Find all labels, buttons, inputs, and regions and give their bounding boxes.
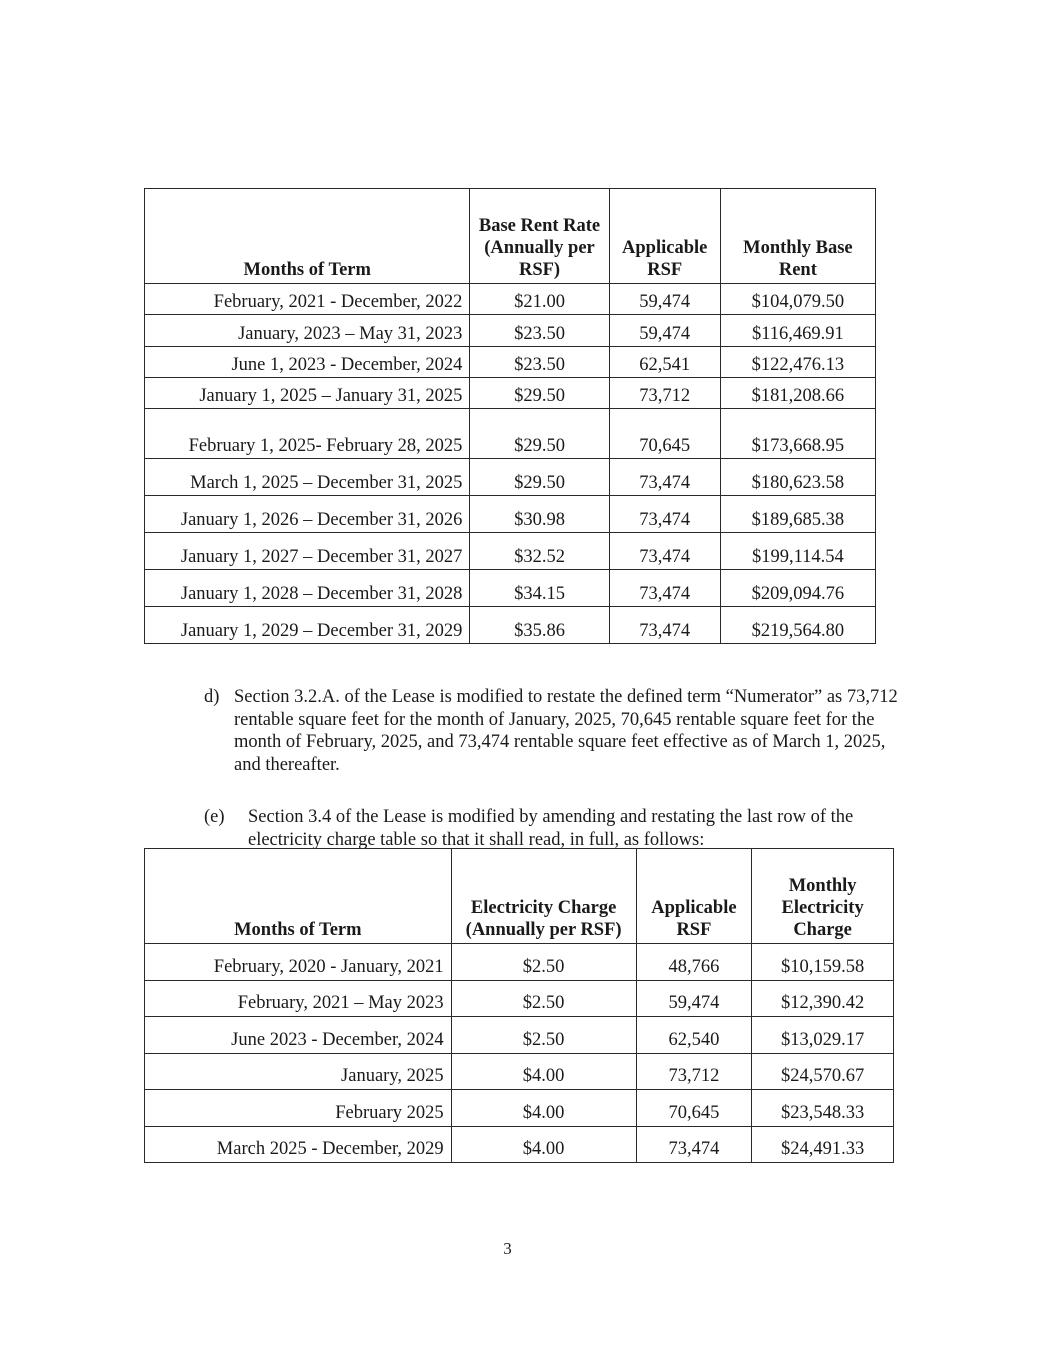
charge-cell: $2.50 [451, 944, 636, 981]
table-header-row [145, 849, 894, 944]
monthly-rent-cell: $219,564.80 [720, 607, 875, 644]
header-applicable-rsf: Applicable RSF [636, 849, 752, 944]
rate-cell: $29.50 [470, 459, 609, 496]
electricity-charge-table [144, 848, 894, 1163]
table-row [145, 377, 876, 408]
monthly-rent-cell: $209,094.76 [720, 570, 875, 607]
rsf-cell: 48,766 [636, 944, 752, 981]
monthly-charge-cell: $13,029.17 [752, 1017, 894, 1054]
table-row [145, 607, 876, 644]
term-cell: February 2025 [145, 1090, 452, 1127]
monthly-charge-cell: $10,159.58 [752, 944, 894, 981]
term-cell: March 2025 - December, 2029 [145, 1126, 452, 1163]
table-row [145, 944, 894, 981]
term-cell: February 1, 2025- February 28, 2025 [145, 409, 470, 459]
rate-cell: $23.50 [470, 346, 609, 377]
term-cell: June 2023 - December, 2024 [145, 1017, 452, 1054]
monthly-rent-cell: $173,668.95 [720, 409, 875, 459]
header-base-rent-rate: Base Rent Rate (Annually per RSF) [470, 189, 609, 284]
charge-cell: $4.00 [451, 1090, 636, 1127]
charge-cell: $2.50 [451, 980, 636, 1017]
page-number: 3 [503, 1239, 512, 1258]
term-cell: January 1, 2026 – December 31, 2026 [145, 496, 470, 533]
rsf-cell: 73,474 [609, 459, 720, 496]
rate-cell: $32.52 [470, 533, 609, 570]
table-row [145, 496, 876, 533]
rsf-cell: 73,712 [609, 377, 720, 408]
term-cell: June 1, 2023 - December, 2024 [145, 346, 470, 377]
charge-cell: $2.50 [451, 1017, 636, 1054]
paragraph-e-marker: (e) [204, 807, 225, 827]
rsf-cell: 73,474 [609, 570, 720, 607]
monthly-rent-cell: $199,114.54 [720, 533, 875, 570]
monthly-rent-cell: $180,623.58 [720, 459, 875, 496]
rate-cell: $30.98 [470, 496, 609, 533]
monthly-rent-cell: $116,469.91 [720, 315, 875, 346]
header-monthly-base-rent: Monthly Base Rent [720, 189, 875, 284]
term-cell: January 1, 2025 – January 31, 2025 [145, 377, 470, 408]
monthly-rent-cell: $181,208.66 [720, 377, 875, 408]
table-row [145, 570, 876, 607]
table-row [145, 1090, 894, 1127]
table-row [145, 980, 894, 1017]
rsf-cell: 70,645 [636, 1090, 752, 1127]
header-electricity-charge: Electricity Charge (Annually per RSF) [451, 849, 636, 944]
header-months-of-term: Months of Term [145, 189, 470, 284]
rsf-cell: 70,645 [609, 409, 720, 459]
header-applicable-rsf: Applicable RSF [609, 189, 720, 284]
table-row [145, 533, 876, 570]
header-months-of-term: Months of Term [145, 849, 452, 944]
rsf-cell: 62,541 [609, 346, 720, 377]
term-cell: January 1, 2028 – December 31, 2028 [145, 570, 470, 607]
rsf-cell: 73,474 [636, 1126, 752, 1163]
rate-cell: $29.50 [470, 377, 609, 408]
table-row [145, 1126, 894, 1163]
paragraph-e-text: Section 3.4 of the Lease is modified by amending and restating the last row of the electricity charge table so that it shall read, in full, as follows: [248, 807, 854, 850]
term-cell: January, 2025 [145, 1053, 452, 1090]
table-header-row [145, 189, 876, 284]
monthly-rent-cell: $122,476.13 [720, 346, 875, 377]
rsf-cell: 73,474 [609, 533, 720, 570]
term-cell: February, 2021 – May 2023 [145, 980, 452, 1017]
rsf-cell: 59,474 [609, 315, 720, 346]
table-row [145, 1053, 894, 1090]
table-row [145, 409, 876, 459]
rate-cell: $29.50 [470, 409, 609, 459]
rate-cell: $35.86 [470, 607, 609, 644]
monthly-charge-cell: $23,548.33 [752, 1090, 894, 1127]
charge-cell: $4.00 [451, 1126, 636, 1163]
charge-cell: $4.00 [451, 1053, 636, 1090]
rsf-cell: 59,474 [609, 284, 720, 315]
table-row [145, 459, 876, 496]
table-row [145, 315, 876, 346]
rate-cell: $34.15 [470, 570, 609, 607]
term-cell: January, 2023 – May 31, 2023 [145, 315, 470, 346]
term-cell: March 1, 2025 – December 31, 2025 [145, 459, 470, 496]
monthly-charge-cell: $12,390.42 [752, 980, 894, 1017]
monthly-rent-cell: $189,685.38 [720, 496, 875, 533]
term-cell: February, 2020 - January, 2021 [145, 944, 452, 981]
term-cell: January 1, 2027 – December 31, 2027 [145, 533, 470, 570]
monthly-rent-cell: $104,079.50 [720, 284, 875, 315]
paragraph-d-text: Section 3.2.A. of the Lease is modified to restate the defined term “Numerator” as 73,712 rentable square feet for the month of January, 2025, 70,645 rentable square feet for the month of February, 2025, and 73,474 rentable square feet effective as of March 1, 2025, and thereafter. [234, 687, 898, 775]
term-cell: February, 2021 - December, 2022 [145, 284, 470, 315]
paragraph-e [204, 806, 909, 851]
base-rent-table [144, 188, 876, 644]
rsf-cell: 59,474 [636, 980, 752, 1017]
monthly-charge-cell: $24,491.33 [752, 1126, 894, 1163]
paragraph-d [204, 686, 909, 776]
table-row [145, 1017, 894, 1054]
paragraph-d-marker: d) [204, 687, 220, 707]
rate-cell: $23.50 [470, 315, 609, 346]
rsf-cell: 73,474 [609, 496, 720, 533]
rsf-cell: 73,712 [636, 1053, 752, 1090]
rate-cell: $21.00 [470, 284, 609, 315]
term-cell: January 1, 2029 – December 31, 2029 [145, 607, 470, 644]
table-row [145, 346, 876, 377]
header-monthly-electricity-charge: Monthly Electricity Charge [752, 849, 894, 944]
monthly-charge-cell: $24,570.67 [752, 1053, 894, 1090]
table-row [145, 284, 876, 315]
rsf-cell: 73,474 [609, 607, 720, 644]
rsf-cell: 62,540 [636, 1017, 752, 1054]
